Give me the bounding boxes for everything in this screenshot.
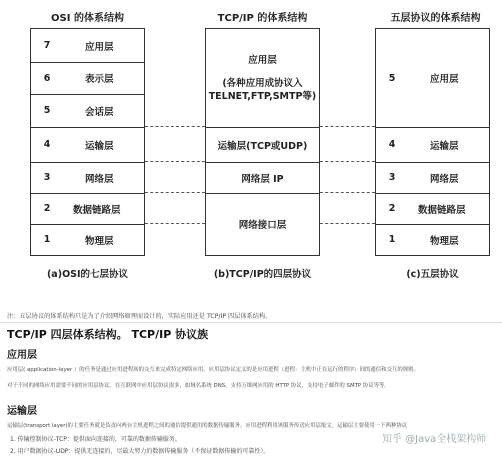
layer-name: 运输层 [85,140,114,152]
layer-name: 应用层 [85,41,114,53]
connector-line [145,192,205,193]
transport-protocol-list-item: 1. 传输控制协议-TCP：提供面向连接的，可靠的数据传输服务。 [10,436,181,443]
connector-line [145,126,205,127]
layer-name: 物理层 [85,235,114,247]
connector-line [145,161,205,162]
osi-column-title: OSI 的体系结构 [51,13,124,24]
layer-name: 应用层 [430,74,459,85]
layer-number: 1 [388,234,396,245]
osi-layer-5 [31,94,144,127]
osi-layer-4 [31,127,144,162]
layer-name: 表示层 [85,74,114,85]
tcpip-app-desc-line1: (各种应用成协议入 [222,77,303,89]
transport-protocol-list-item: 2. 用户数据协议-UDP：提供无连接的，尽最大努力的数据传输服务（不保证数据传输的可靠性）。 [10,448,270,455]
zhihu-watermark: 知乎 @Java全栈架构师 [382,434,487,445]
five-layer-stack [375,28,490,256]
layer-number: 2 [388,203,396,214]
tcpip-network-layer: 网络层 IP [241,173,284,185]
layer-number: 5 [43,105,51,116]
footnote: 注：五层协议的体系结构只是为了介绍网络原理而设计的，实际应用还是 TCP/IP 四层体系结构。 [7,313,272,320]
layer-name: 网络层 [85,173,114,185]
layer-name: 运输层 [430,140,459,152]
application-layer-heading: 应用层 [7,350,37,361]
osi-layer-6 [31,62,144,94]
connector-line [320,161,375,162]
layer-number: 5 [388,72,396,84]
osi-layer-3 [31,162,144,193]
layer-name: 数据链路层 [73,204,121,216]
tcpip-app-title: 应用层 [248,54,277,66]
tcpip-column-title: TCP/IP 的体系结构 [217,13,308,24]
five-layer-5 [376,29,489,127]
transport-layer-heading: 运输层 [7,406,37,417]
layer-number: 4 [43,139,51,150]
five-layer-column-title: 五层协议的体系结构 [390,13,481,24]
tcpip-transport-layer: 运输层(TCP或UDP) [217,140,308,152]
layer-name: 数据链路层 [418,204,466,216]
five-layer-caption: (c)五层协议 [406,269,459,280]
osi-layer-1 [31,224,144,255]
layer-name: 物理层 [430,235,459,247]
application-layer-paragraph-2: 对于不同的网络应用需要不同的应用层协议。在互联网中应用层协议很多，如域名系统 DNS，支持万维网应用的 HTTP 协议，支持电子邮件的 SMTP 协议等等。 [7,383,390,389]
tcpip-link-layer: 网络接口层 [238,220,287,231]
connector-line [320,223,375,224]
osi-layer-2 [31,193,144,224]
connector-line [320,192,375,193]
osi-caption: (a)OSI的七层协议 [46,269,129,280]
tcpip-caption: (b)TCP/IP的四层协议 [213,269,312,280]
tcpip-application-layer [206,29,319,127]
layer-number: 6 [43,72,51,84]
tcpip-layer-stack [205,28,320,256]
five-layer-1 [376,224,489,255]
application-layer-paragraph-1: 应用层( application-layer ）的任务是通过应用进程间的交互来完成特定网络应用。应用层协议定义的是应用进程（进程：主机中正在运行的程序）间的通信和交互的规则。 [7,367,419,373]
layer-number: 2 [43,203,51,214]
osi-layer-7 [31,29,144,62]
transport-layer-paragraph: 运输层(transport layer)的主要任务就是负责向两台主机进程之间的通信提供通用的数据传输服务。应用进程利用该服务传送应用层报文。运输层主要使用一下两种协议 [7,423,408,429]
five-layer-3 [376,162,489,193]
layer-number: 1 [43,234,51,245]
five-layer-2 [376,193,489,224]
layer-number: 7 [43,40,51,51]
osi-layer-stack [30,28,145,256]
connector-line [145,223,205,224]
tcpip-app-desc-line2: TELNET,FTP,SMTP等) [208,90,317,102]
connector-line [320,126,375,127]
five-layer-4 [376,127,489,162]
layer-number: 4 [388,139,396,150]
layer-number: 3 [43,172,51,183]
layer-name: 网络层 [430,173,459,185]
layer-name: 会话层 [85,106,114,118]
layer-number: 3 [388,172,396,183]
article-title: TCP/IP 四层体系结构。 TCP/IP 协议族 [7,328,209,341]
